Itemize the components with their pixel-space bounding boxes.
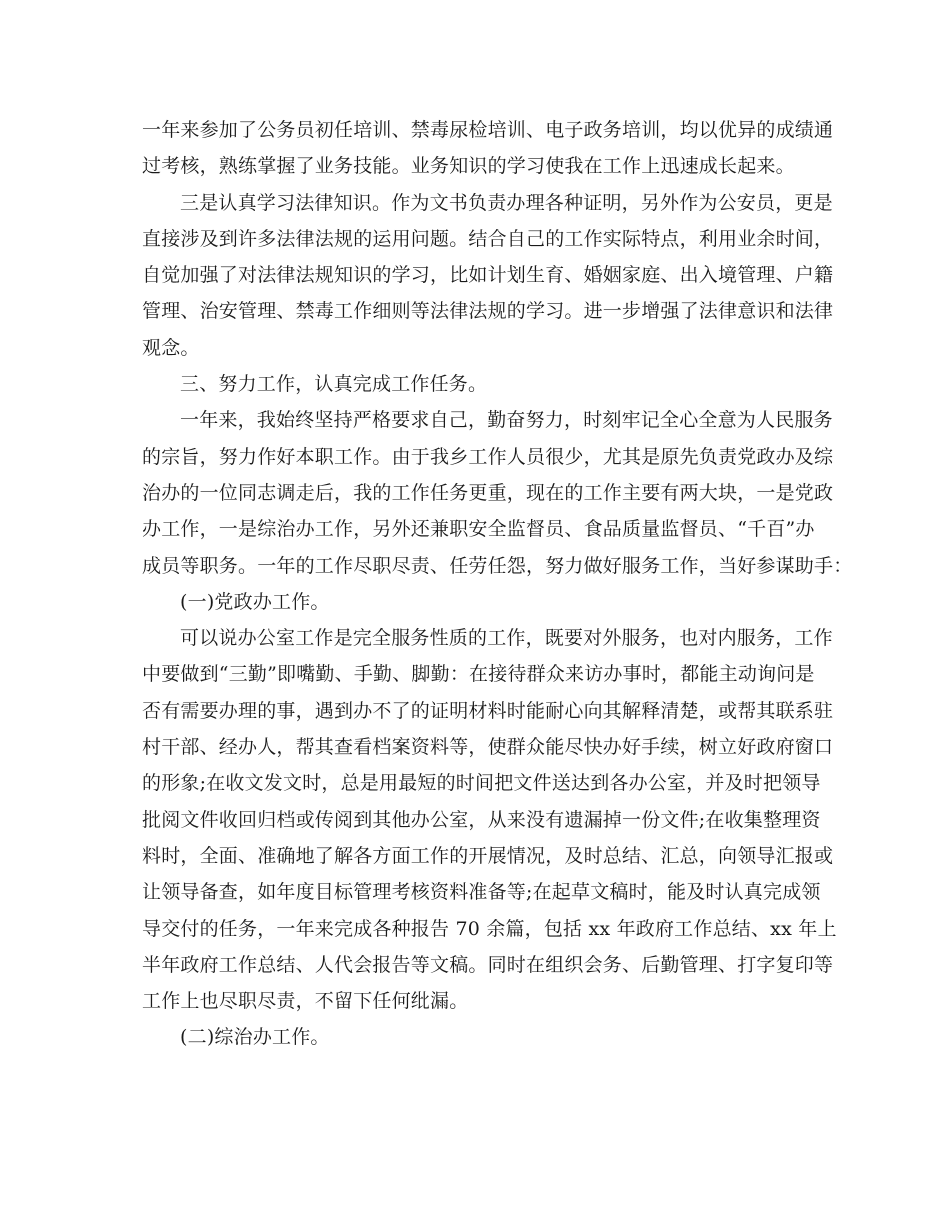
- section-heading: 三、努力工作，认真完成工作任务。: [180, 373, 488, 396]
- text-line: 自觉加强了对法律法规知识的学习，比如计划生育、婚姻家庭、出入境管理、户籍: [142, 264, 834, 287]
- paragraph-start-line: 一年来，我始终坚持严格要求自己，勤奋努力，时刻牢记全心全意为人民服务: [180, 409, 833, 432]
- text-line: 成员等职务。一年的工作尽职尽责、任劳任怨，努力做好服务工作，当好参谋助手：: [142, 554, 853, 577]
- text-line: 工作上也尽职尽责，不留下任何纰漏。: [142, 990, 469, 1013]
- document-body: [142, 112, 853, 1056]
- text-line: 管理、治安管理、禁毒工作细则等法律法规的学习。进一步增强了法律意识和法律: [142, 300, 834, 323]
- paragraph-start-line: 三是认真学习法律知识。作为文书负责办理各种证明，另外作为公安员，更是: [180, 191, 833, 214]
- text-line: 料时，全面、准确地了解各方面工作的开展情况，及时总结、汇总，向领导汇报或: [142, 844, 834, 867]
- text-line: 批阅文件收回归档或传阅到其他办公室，从来没有遗漏掉一份文件;在收集整理资: [142, 808, 821, 831]
- text-line: 过考核，熟练掌握了业务技能。业务知识的学习使我在工作上迅速成长起来。: [142, 155, 795, 178]
- text-line: 观念。: [142, 336, 200, 359]
- paragraph-start-line: 可以说办公室工作是完全服务性质的工作，既要对外服务，也对内服务，工作: [180, 627, 833, 650]
- subsection-heading: (一)党政办工作。: [180, 590, 330, 613]
- text-line: 中要做到“三勤”即嘴勤、手勤、脚勤：在接待群众来访办事时，都能主动询问是: [142, 663, 815, 686]
- text-line: 半年政府工作总结、人代会报告等文稿。同时在组织会务、后勤管理、打字复印等: [142, 953, 834, 976]
- subsection-heading: (二)综治办工作。: [180, 1026, 330, 1049]
- text-line: 治办的一位同志调走后，我的工作任务更重，现在的工作主要有两大块，一是党政: [142, 481, 834, 504]
- text-line: 让领导备查，如年度目标管理考核资料准备等;在起草文稿时，能及时认真完成领: [142, 881, 821, 904]
- text-line: 一年来参加了公务员初任培训、禁毒尿检培训、电子政务培训，均以优异的成绩通: [142, 119, 834, 141]
- text-line: 的形象;在收文发文时，总是用最短的时间把文件送达到各办公室，并及时把领导: [142, 772, 821, 795]
- text-line: 导交付的任务，一年来完成各种报告 70 余篇，包括 xx 年政府工作总结、xx 年上: [142, 917, 837, 940]
- text-line: 的宗旨，努力作好本职工作。由于我乡工作人员很少，尤其是原先负责党政办及综: [142, 445, 834, 468]
- text-line: 办工作，一是综治办工作，另外还兼职安全监督员、食品质量监督员、“千百”办: [142, 518, 815, 541]
- text-line: 直接涉及到许多法律法规的运用问题。结合自己的工作实际特点，利用业余时间，: [142, 227, 834, 250]
- text-line: 村干部、经办人，帮其查看档案资料等，使群众能尽快办好手续，树立好政府窗口: [142, 736, 834, 759]
- text-line: 否有需要办理的事，遇到办不了的证明材料时能耐心向其解释清楚，或帮其联系驻: [142, 699, 834, 722]
